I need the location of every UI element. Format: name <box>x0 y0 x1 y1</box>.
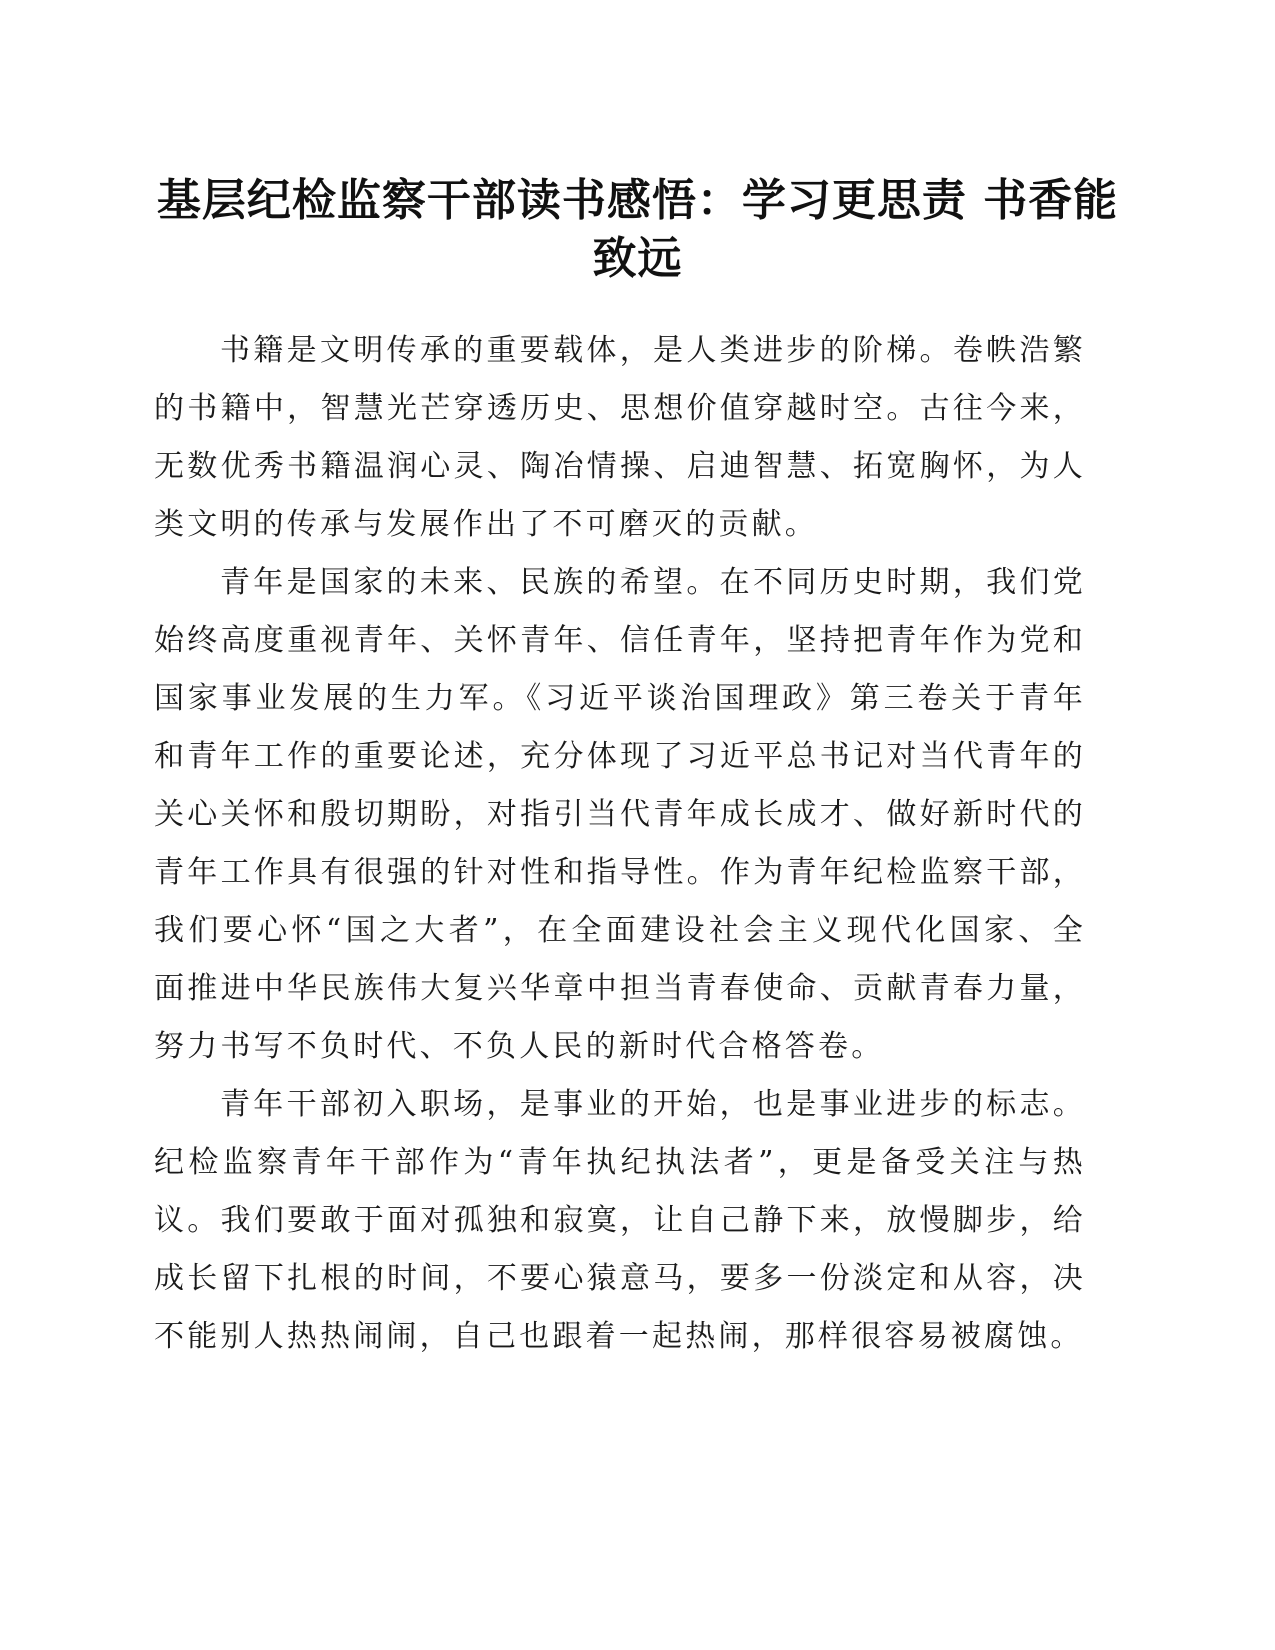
paragraph-3: 青年干部初入职场，是事业的开始，也是事业进步的标志。纪检监察青年干部作为“青年执纪执法者”，更是备受关注与热议。我们要敢于面对孤独和寂寞，让自己静下来，放慢脚步，给成长留下扎根的时间，不要心猿意马，要多一份淡定和从容，决不能别人热热闹闹，自己也跟着一起热闹，那样很容易被腐蚀。 <box>154 1087 1086 1354</box>
document-title: 基层纪检监察干部读书感悟：学习更思责 书香能致远 <box>156 175 1119 284</box>
document-body <box>154 322 1086 1366</box>
paragraph-1: 书籍是文明传承的重要载体，是人类进步的阶梯。卷帙浩繁的书籍中，智慧光芒穿透历史、思想价值穿越时空。古往今来，无数优秀书籍温润心灵、陶冶情操、启迪智慧、拓宽胸怀，为人类文明的传承与发展作出了不可磨灭的贡献。 <box>154 333 1086 542</box>
paragraph-2: 青年是国家的未来、民族的希望。在不同历史时期，我们党始终高度重视青年、关怀青年、信任青年，坚持把青年作为党和国家事业发展的生力军。《习近平谈治国理政》第三卷关于青年和青年工作的重要论述，充分体现了习近平总书记对当代青年的关心关怀和殷切期盼，对指引当代青年成长成才、做好新时代的青年工作具有很强的针对性和指导性。作为青年纪检监察干部，我们要心怀“国之大者”，在全面建设社会主义现代化国家、全面推进中华民族伟大复兴华章中担当青春使命、贡献青春力量，努力书写不负时代、不负人民的新时代合格答卷。 <box>154 565 1086 1064</box>
